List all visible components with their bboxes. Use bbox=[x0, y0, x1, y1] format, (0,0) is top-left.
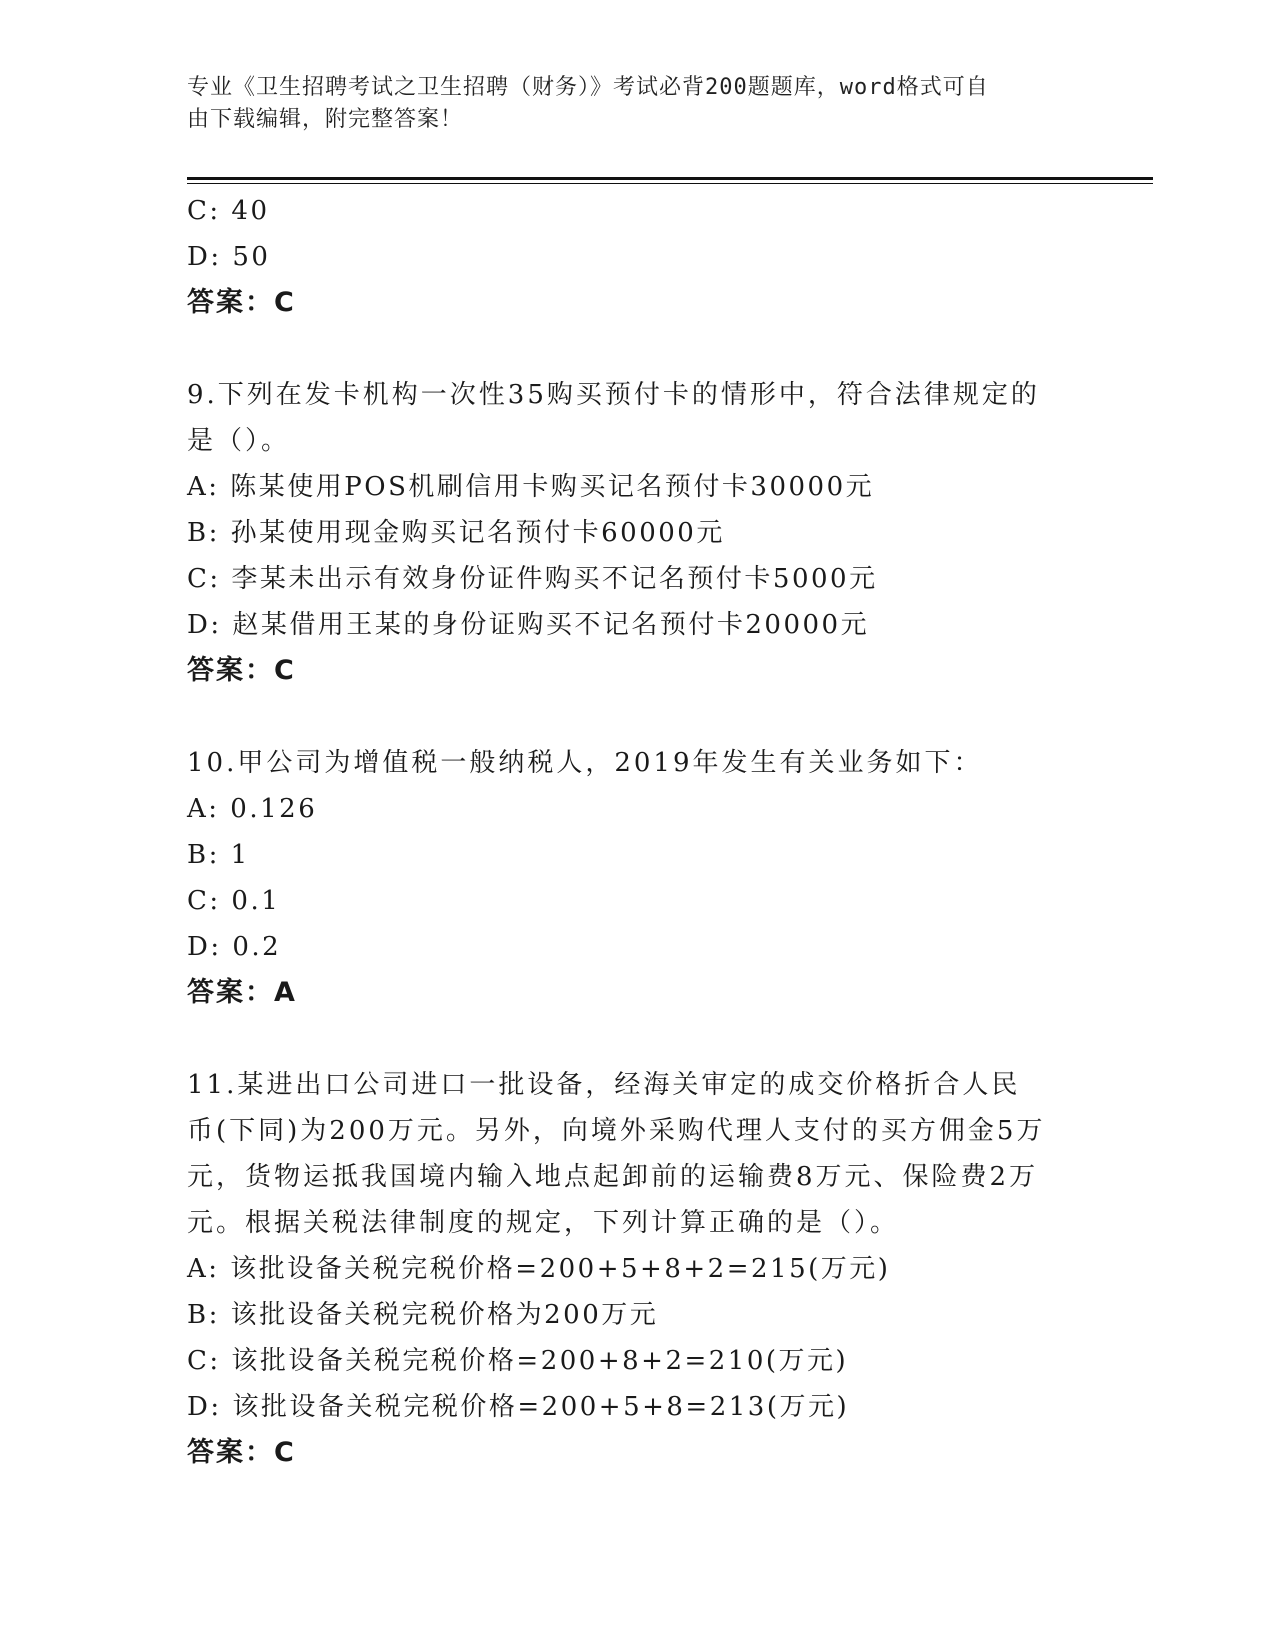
option-c: C: 该批设备关税完税价格=200+8+2=210(万元) bbox=[187, 1346, 849, 1376]
question-block-10 bbox=[187, 740, 1087, 1016]
question-block-11 bbox=[187, 1062, 1087, 1476]
spacer bbox=[187, 694, 1087, 740]
option-d: D: 该批设备关税完税价格=200+5+8=213(万元) bbox=[187, 1392, 850, 1422]
answer-line: 答案：C bbox=[187, 287, 296, 318]
header-rule-thin bbox=[187, 183, 1153, 184]
header-title-line-1: 专业《卫生招聘考试之卫生招聘（财务）》考试必背200题题库，word格式可自 bbox=[187, 75, 989, 100]
question-text: 11.某进出口公司进口一批设备，经海关审定的成交价格折合人民币(下同)为200万元。另外，向境外采购代理人支付的买方佣金5万元，货物运抵我国境内输入地点起卸前的运输费8万元、保险费2万元。根据关税法律制度的规定，下列计算正确的是（）。 bbox=[187, 1070, 1046, 1238]
option-a: A: 该批设备关税完税价格=200+5+8+2=215(万元) bbox=[187, 1254, 891, 1284]
option-c: C: 0.1 bbox=[187, 886, 281, 916]
option-d: D: 50 bbox=[187, 242, 271, 272]
option-b: B: 孙某使用现金购买记名预付卡60000元 bbox=[187, 518, 725, 548]
header-title-line-2: 由下载编辑，附完整答案！ bbox=[187, 107, 464, 132]
header-rule-thick bbox=[187, 177, 1153, 180]
document-header bbox=[187, 72, 1087, 136]
option-c: C: 40 bbox=[187, 196, 270, 226]
option-a: A: 陈某使用POS机刷信用卡购买记名预付卡30000元 bbox=[187, 472, 875, 502]
spacer bbox=[187, 326, 1087, 372]
option-d: D: 0.2 bbox=[187, 932, 282, 962]
question-text: 9.下列在发卡机构一次性35购买预付卡的情形中，符合法律规定的是（）。 bbox=[187, 380, 1040, 456]
answer-line: 答案：A bbox=[187, 977, 297, 1008]
option-b: B: 该批设备关税完税价格为200万元 bbox=[187, 1300, 659, 1330]
question-text: 10.甲公司为增值税一般纳税人，2019年发生有关业务如下： bbox=[187, 748, 983, 778]
document-body bbox=[187, 188, 1087, 1476]
answer-line: 答案：C bbox=[187, 1437, 296, 1468]
option-d: D: 赵某借用王某的身份证购买不记名预付卡20000元 bbox=[187, 610, 870, 640]
option-a: A: 0.126 bbox=[187, 794, 318, 824]
spacer bbox=[187, 1016, 1087, 1062]
question-block-9 bbox=[187, 372, 1087, 694]
prev-question-block bbox=[187, 188, 1087, 326]
option-b: B: 1 bbox=[187, 840, 250, 870]
option-c: C: 李某未出示有效身份证件购买不记名预付卡5000元 bbox=[187, 564, 878, 594]
answer-line: 答案：C bbox=[187, 655, 296, 686]
